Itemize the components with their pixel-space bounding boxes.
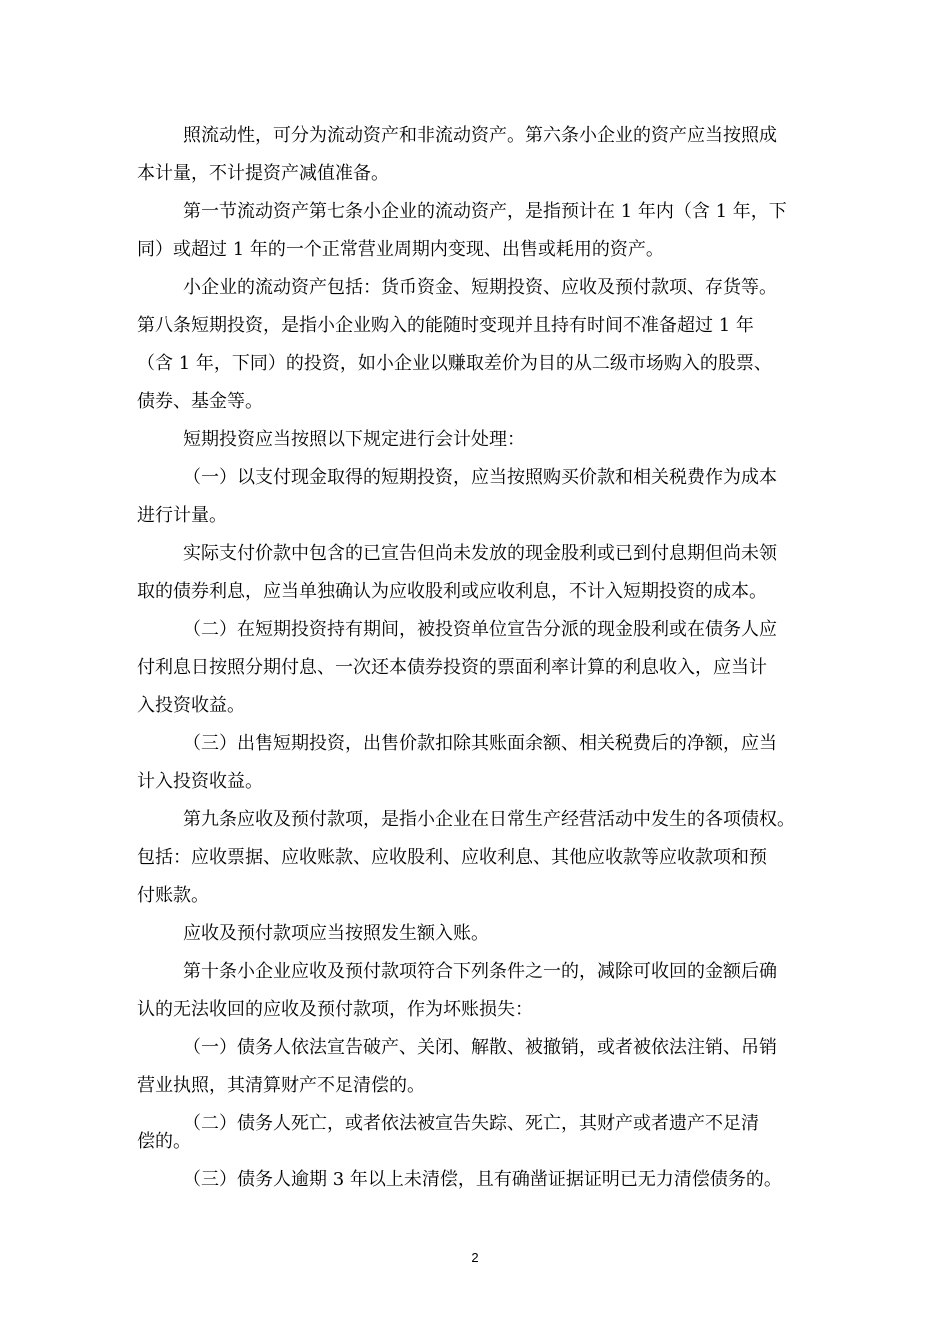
page-number: 2 bbox=[471, 1250, 479, 1265]
text-line: （一）债务人依法宣告破产、关闭、解散、被撤销，或者被依法注销、吊销 bbox=[183, 1037, 777, 1058]
text-line: 照流动性，可分为流动资产和非流动资产。第六条小企业的资产应当按照成 bbox=[183, 125, 777, 146]
text-line: 第八条短期投资，是指小企业购入的能随时变现并且持有时间不准备超过 1 年 bbox=[137, 315, 754, 336]
text-line: 债券、基金等。 bbox=[137, 391, 263, 412]
text-line: 小企业的流动资产包括：货币资金、短期投资、应收及预付款项、存货等。 bbox=[183, 277, 777, 298]
text-line: 实际支付价款中包含的已宣告但尚未发放的现金股利或已到付息期但尚未领 bbox=[183, 543, 777, 564]
text-line: （二）债务人死亡，或者依法被宣告失踪、死亡，其财产或者遗产不足清 bbox=[183, 1113, 759, 1134]
text-line: 第九条应收及预付款项，是指小企业在日常生产经营活动中发生的各项债权。 bbox=[183, 809, 795, 830]
text-line: （三）出售短期投资，出售价款扣除其账面余额、相关税费后的净额，应当 bbox=[183, 733, 777, 754]
text-line: 进行计量。 bbox=[137, 505, 227, 526]
text-line: 认的无法收回的应收及预付款项，作为坏账损失： bbox=[137, 999, 533, 1020]
text-line: 第一节流动资产第七条小企业的流动资产，是指预计在 1 年内（含 1 年，下 bbox=[183, 201, 787, 222]
text-line: 偿的。 bbox=[137, 1131, 191, 1152]
text-line: 取的债券利息，应当单独确认为应收股利或应收利息，不计入短期投资的成本。 bbox=[137, 581, 767, 602]
text-line: 应收及预付款项应当按照发生额入账。 bbox=[183, 923, 489, 944]
text-line: 入投资收益。 bbox=[137, 695, 245, 716]
text-line: 短期投资应当按照以下规定进行会计处理： bbox=[183, 429, 525, 450]
text-line: （一）以支付现金取得的短期投资，应当按照购买价款和相关税费作为成本 bbox=[183, 467, 777, 488]
text-line: （二）在短期投资持有期间，被投资单位宣告分派的现金股利或在债务人应 bbox=[183, 619, 777, 640]
text-line: 包括：应收票据、应收账款、应收股利、应收利息、其他应收款等应收款项和预 bbox=[137, 847, 767, 868]
text-line: 第十条小企业应收及预付款项符合下列条件之一的，减除可收回的金额后确 bbox=[183, 961, 777, 982]
text-line: 付账款。 bbox=[137, 885, 209, 906]
text-line: 同）或超过 1 年的一个正常营业周期内变现、出售或耗用的资产。 bbox=[137, 239, 664, 260]
text-line: 计入投资收益。 bbox=[137, 771, 263, 792]
text-line: （三）债务人逾期 3 年以上未清偿，且有确凿证据证明已无力清偿债务的。 bbox=[183, 1169, 782, 1190]
text-line: 本计量，不计提资产减值准备。 bbox=[137, 163, 389, 184]
text-line: 营业执照，其清算财产不足清偿的。 bbox=[137, 1075, 425, 1096]
text-line: （含 1 年，下同）的投资，如小企业以赚取差价为目的从二级市场购入的股票、 bbox=[137, 353, 772, 374]
text-line: 付利息日按照分期付息、一次还本债券投资的票面利率计算的利息收入，应当计 bbox=[137, 657, 767, 678]
